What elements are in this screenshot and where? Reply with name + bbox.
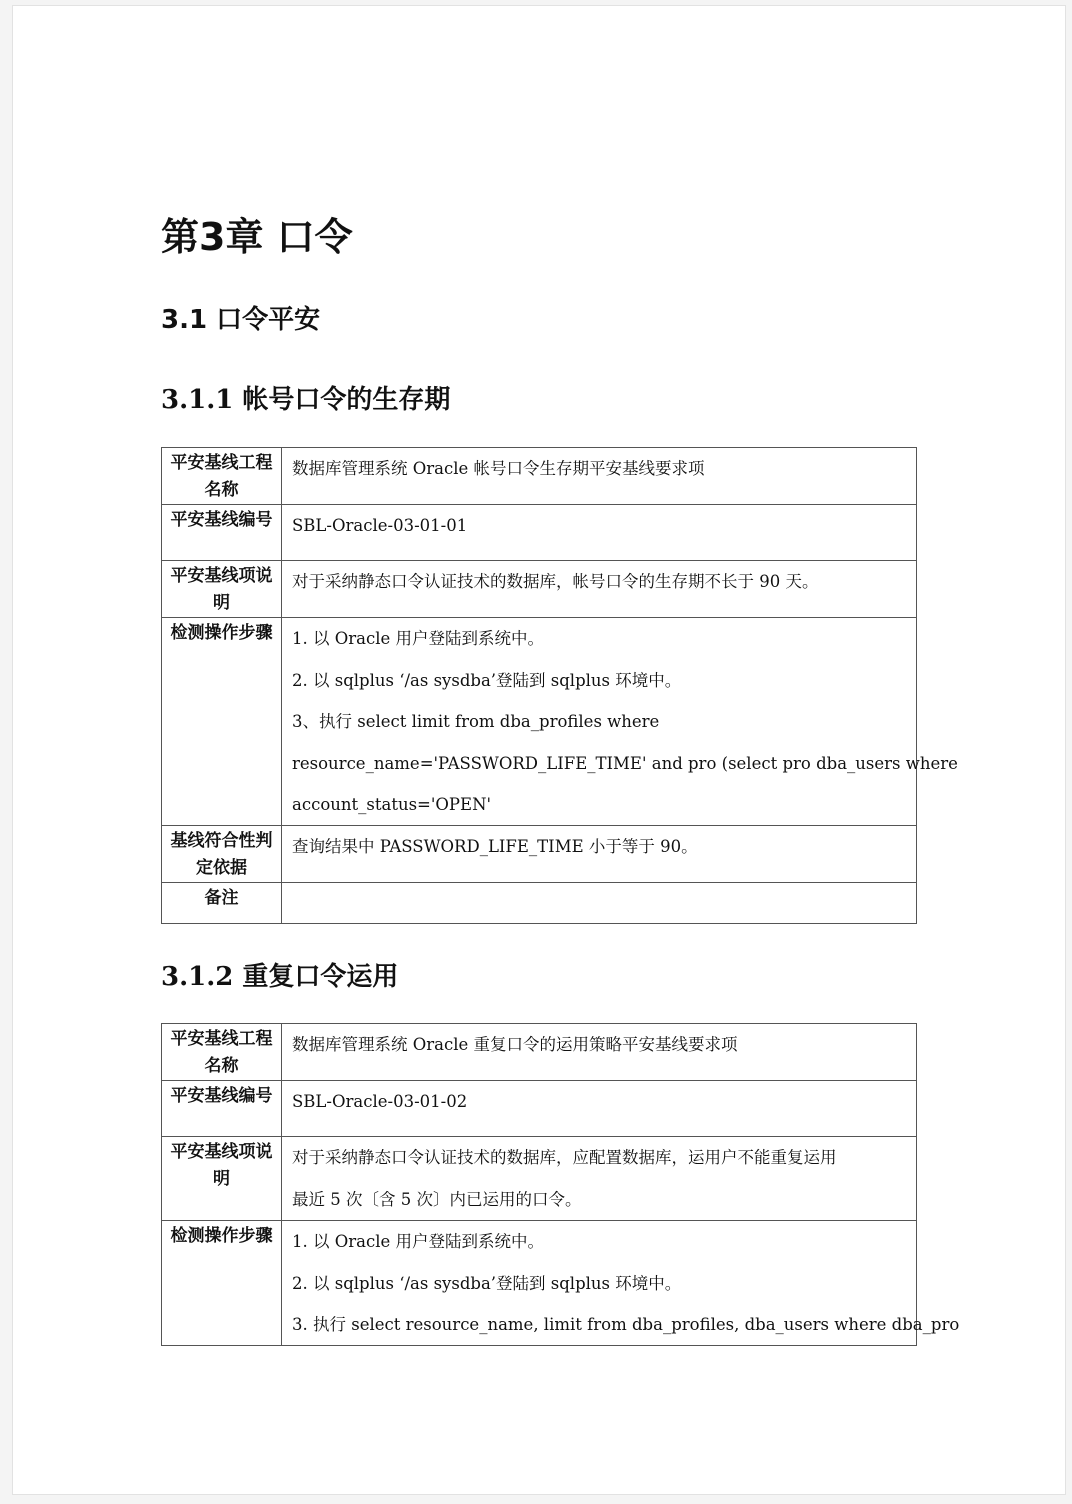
- value-line: 1. 以 Oracle 用户登陆到系统中。: [292, 629, 545, 648]
- value-line: 3. 执行 select resource_name, limit from dba_profiles, dba_users where dba_pro: [292, 1315, 960, 1335]
- value-line: 数据库管理系统 Oracle 重复口令的运用策略平安基线要求项: [292, 1035, 738, 1054]
- section-title: 3.1 口令平安: [161, 305, 321, 335]
- value-line: 查询结果中 PASSWORD_LIFE_TIME 小于等于 90。: [292, 837, 698, 856]
- row-label: 平安基线编号: [162, 505, 282, 561]
- table-row: [162, 826, 917, 883]
- row-value: [282, 448, 917, 505]
- row-value: [282, 883, 917, 924]
- row-label: 检测操作步骤: [162, 618, 282, 826]
- row-label: 基线符合性判定依据: [162, 826, 282, 883]
- row-value: [282, 561, 917, 618]
- table-row: [162, 505, 917, 561]
- row-value: [282, 1137, 917, 1221]
- value-line: 对于采纳静态口令认证技术的数据库，应配置数据库，运用户不能重复运用: [292, 1148, 837, 1167]
- value-line: 对于采纳静态口令认证技术的数据库，帐号口令的生存期不长于 90 天。: [292, 572, 819, 591]
- row-label: 平安基线工程名称: [162, 448, 282, 505]
- table-row: [162, 1081, 917, 1137]
- value-line: 最近 5 次〔含 5 次〕内已运用的口令。: [292, 1189, 582, 1209]
- row-value: [282, 1221, 960, 1346]
- value-line: [292, 891, 910, 923]
- table-row: [162, 1024, 917, 1081]
- value-line: 2. 以 sqlplus ‘/as sysdba’登陆到 sqlplus 环境中。: [292, 670, 682, 690]
- table-row: [162, 1137, 917, 1221]
- row-label: 备注: [162, 883, 282, 924]
- value-line: 1. 以 Oracle 用户登陆到系统中。: [292, 1232, 545, 1251]
- document-page: [12, 5, 1066, 1495]
- row-value: [282, 826, 917, 883]
- value-line: 3、执行 select limit from dba_profiles where: [292, 712, 660, 732]
- row-label: 检测操作步骤: [162, 1221, 282, 1346]
- value-line: 2. 以 sqlplus ‘/as sysdba’登陆到 sqlplus 环境中。: [292, 1273, 682, 1293]
- value-line: 数据库管理系统 Oracle 帐号口令生存期平安基线要求项: [292, 459, 705, 478]
- row-label: 平安基线编号: [162, 1081, 282, 1137]
- subsection-title-1: 3.1.1 帐号口令的生存期: [161, 385, 451, 415]
- value-line: SBL-Oracle-03-01-01: [292, 516, 468, 535]
- subsection-title-2: 3.1.2 重复口令运用: [161, 962, 399, 992]
- value-line: resource_name='PASSWORD_LIFE_TIME' and pro (select pro dba_users where: [292, 753, 958, 773]
- row-label: 平安基线项说明: [162, 561, 282, 618]
- table-row: [162, 561, 917, 618]
- chapter-title: 第3章 口令: [161, 215, 353, 259]
- row-label: 平安基线工程名称: [162, 1024, 282, 1081]
- table-row: [162, 618, 917, 826]
- row-value: [282, 505, 917, 561]
- row-value: [282, 1024, 917, 1081]
- baseline-table-1: [161, 447, 958, 924]
- row-label: 平安基线项说明: [162, 1137, 282, 1221]
- row-value: [282, 618, 958, 826]
- value-line: SBL-Oracle-03-01-02: [292, 1092, 468, 1111]
- baseline-table-2: [161, 1023, 960, 1346]
- row-value: [282, 1081, 917, 1137]
- table-row: [162, 1221, 917, 1346]
- table-row: [162, 883, 917, 924]
- table-row: [162, 448, 917, 505]
- value-line: account_status='OPEN': [292, 795, 492, 815]
